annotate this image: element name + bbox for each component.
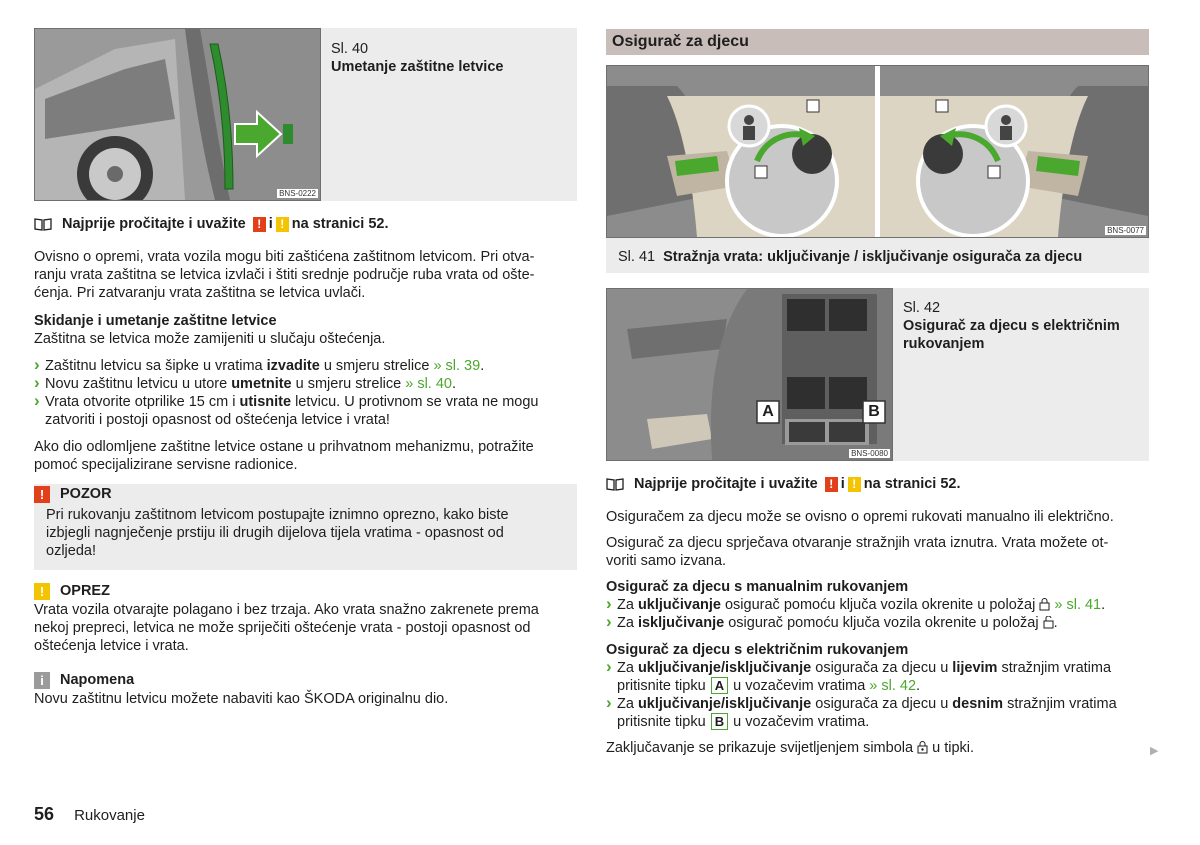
figure-42-title: Osigurač za djecu s električnim [903, 318, 1120, 334]
after-text: pomoć specijalizirane servisne radionice. [34, 457, 298, 473]
list-item: › Novu zaštitnu letvicu u utore umetnite u smjeru strelice » sl. 40. [34, 375, 579, 393]
page-footer [34, 805, 334, 825]
continue-arrow-icon: ▶ [1150, 745, 1159, 757]
pozor-text: ozljeda! [46, 543, 96, 559]
window-switch-illustration [607, 289, 892, 460]
list-item: › Vrata otvorite otprilike 15 cm i utisnite letvicu. U protivnom se vrata ne mogu zatvoriti i postoji opasnost od oštećenja letvice i vrata! [34, 393, 579, 429]
read-first-notice-left [34, 215, 577, 233]
list-item: › Zaštitnu letvicu sa šipke u vratima izvadite u smjeru strelice » sl. 39. [34, 357, 579, 375]
figure-42-link[interactable]: » sl. 42 [869, 678, 917, 694]
child-lock-paragraph: Osiguračem za djecu može se ovisno o opremi rukovati manualno ili električno. [606, 509, 1114, 525]
pozor-text: izbjegli nagnječenje prstiju ili drugih dijelova tijela vratima - opasnost od [46, 525, 504, 541]
figure-41-number: Sl. 41 [618, 249, 656, 265]
napomena-title: Napomena [60, 672, 135, 688]
read-first-suffix: na stranici 52. [291, 216, 389, 232]
figure-40-code: BNS-0222 [279, 189, 316, 198]
figure-40-image [34, 28, 321, 201]
figure-41-link[interactable]: » sl. 41 [1054, 597, 1102, 613]
info-icon: i [34, 672, 50, 689]
read-first-conj: i [840, 476, 845, 492]
child-lock-paragraph: voriti samo izvana. [606, 553, 727, 569]
list-item: › Za uključivanje/isključivanje osigurača za djecu u lijevim stražnjim vratima pritisnite tipku A u vozačevim vratima » sl. 42. [606, 659, 1151, 695]
figure-40-number: Sl. 40 [331, 41, 369, 57]
section-heading [606, 29, 1149, 55]
figure-40-title: Umetanje zaštitne letvice [331, 59, 504, 75]
oprez-caution-icon: ! [34, 583, 50, 600]
pozor-warning-box [34, 484, 577, 570]
child-lock-illustration [607, 66, 1148, 237]
manual-subheading: Osigurač za djecu s manualnim rukovanjem [606, 579, 909, 595]
section-title: Osigurač za djecu [612, 33, 749, 50]
list-item: › Za uključivanje osigurač pomoću ključa vozila okrenite u položaj » sl. 41. [606, 596, 1151, 614]
electric-subheading: Osigurač za djecu s električnim rukovanjem [606, 642, 909, 658]
electric-steps [606, 659, 1151, 731]
figure-41-code: BNS-0077 [1107, 226, 1144, 235]
napomena-note-box [34, 670, 579, 708]
read-first-prefix: Najprije pročitajte i uvažite [634, 476, 818, 492]
page-number: 56 [34, 804, 55, 824]
oprez-text: oštećenja letvice i vrata. [34, 638, 189, 654]
warning-yellow-icon: ! [276, 217, 289, 232]
figure-41-title: Stražnja vrata: uključivanje / isključivanje osigurača za djecu [663, 249, 1083, 265]
intro-line: ćenja. Pri zatvaranju vrata zaštitna se letvica uvlači. [34, 285, 366, 301]
lock-open-icon [1043, 616, 1054, 629]
warning-red-icon: ! [253, 217, 266, 232]
removal-section [34, 312, 579, 474]
warning-yellow-icon: ! [848, 477, 861, 492]
book-icon [34, 217, 52, 231]
figure-40-link[interactable]: » sl. 40 [405, 376, 452, 392]
read-first-prefix: Najprije pročitajte i uvažite [62, 216, 246, 232]
oprez-text: nekoj prepreci, letvica ne može spriječiti oštećenje vrata - postoji opasnost od [34, 620, 531, 636]
lock-indicator-text: Zaključavanje se prikazuje svijetljenjem simbola u tipki. [606, 740, 975, 756]
read-first-suffix: na stranici 52. [863, 476, 961, 492]
pozor-text: Pri rukovanju zaštitnom letvicom postupajte iznimno oprezno, kako biste [46, 507, 509, 523]
intro-line: Ovisno o opremi, vrata vozila mogu biti zaštićena zaštitnom letvicom. Pri otva- [34, 249, 535, 265]
read-first-notice-right [606, 475, 1149, 493]
warning-red-icon: ! [825, 477, 838, 492]
lock-closed-icon [1039, 598, 1050, 611]
read-first-conj: i [268, 216, 273, 232]
intro-line: ranju vrata zaštitna se letvica izvlači i štiti srednje područje ruba vrata od ošte- [34, 267, 535, 283]
figure-42-code: BNS-0080 [851, 449, 888, 458]
pozor-warning-icon: ! [34, 486, 50, 503]
key-b-label: B [711, 713, 728, 730]
pozor-title: POZOR [60, 486, 112, 502]
after-text: Ako dio odlomljene zaštitne letvice ostane u prihvatnom mehanizmu, potražite [34, 439, 534, 455]
chapter-label: Rukovanje [74, 807, 145, 824]
removal-subheading: Skidanje i umetanje zaštitne letvice [34, 313, 277, 329]
figure-42-number: Sl. 42 [903, 300, 941, 316]
removal-steps [34, 357, 579, 429]
intro-paragraph [34, 248, 579, 302]
figure-42-image [606, 288, 893, 461]
napomena-text: Novu zaštitnu letvicu možete nabaviti kao ŠKODA originalnu dio. [34, 691, 449, 707]
manual-steps [606, 596, 1151, 632]
oprez-caution-box [34, 581, 579, 655]
child-lock-paragraph: Osigurač za djecu sprječava otvaranje stražnjih vrata iznutra. Vrata možete ot- [606, 535, 1109, 551]
lock-symbol-icon [917, 741, 928, 754]
figure-40-block [34, 28, 577, 201]
key-a-label: A [711, 677, 728, 694]
figure-41-image [606, 65, 1149, 238]
label-a: A [762, 403, 774, 420]
list-item: › Za isključivanje osigurač pomoću ključa vozila okrenite u položaj . [606, 614, 1151, 632]
figure-39-link[interactable]: » sl. 39 [433, 358, 481, 374]
car-door-illustration [35, 29, 320, 200]
book-icon [606, 477, 624, 491]
figure-41-block [606, 65, 1149, 273]
child-lock-text [606, 508, 1151, 757]
figure-42-title: rukovanjem [903, 336, 985, 352]
label-b: B [868, 403, 880, 420]
figure-42-block [606, 288, 1149, 461]
oprez-title: OPREZ [60, 583, 110, 599]
removal-subtext: Zaštitna se letvica može zamijeniti u slučaju oštećenja. [34, 331, 386, 347]
list-item: › Za uključivanje/isključivanje osigurača za djecu u desnim stražnjim vratima pritisnite tipku B u vozačevim vratima. [606, 695, 1151, 731]
oprez-text: Vrata vozila otvarajte polagano i bez trzaja. Ako vrata snažno zakrenete prema [34, 602, 539, 618]
